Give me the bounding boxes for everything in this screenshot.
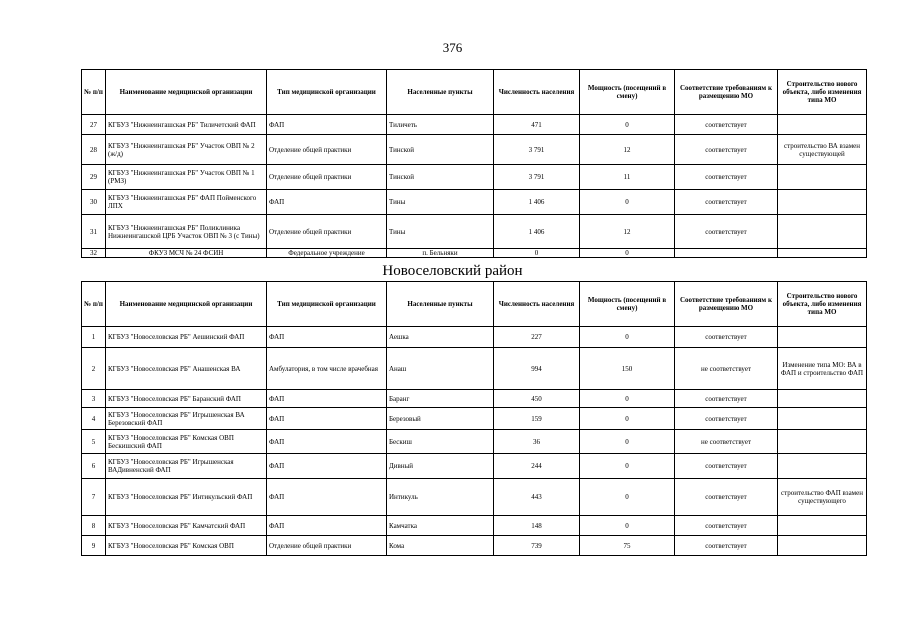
col-header-num: № п/п: [82, 70, 106, 115]
col-header-compliance: Соответствие требованиям к размещению МО: [675, 282, 778, 327]
cell-compliance: соответствует: [675, 536, 778, 556]
cell-compliance: [675, 249, 778, 258]
cell-construction: [778, 165, 867, 190]
cell-construction: [778, 115, 867, 135]
cell-name: КГБУЗ "Новоселовская РБ" Игрышенская ВАДивненский ФАП: [106, 454, 267, 479]
cell-type: ФАП: [267, 516, 387, 536]
cell-construction: [778, 430, 867, 454]
table-row: [82, 348, 867, 390]
cell-settlement: Тинской: [387, 135, 494, 165]
cell-num: 2: [82, 348, 106, 390]
cell-compliance: соответствует: [675, 516, 778, 536]
cell-name: КГБУЗ "Нижнеингашская РБ" ФАП Пойменского ЛПХ: [106, 190, 267, 215]
page-number: 376: [442, 40, 463, 55]
cell-capacity: 12: [580, 215, 675, 249]
table-row: [82, 536, 867, 556]
cell-type: Отделение общей практики: [267, 135, 387, 165]
cell-population: 443: [494, 479, 580, 516]
cell-settlement: Интикуль: [387, 479, 494, 516]
cell-capacity: 150: [580, 348, 675, 390]
cell-capacity: 0: [580, 115, 675, 135]
cell-type: ФАП: [267, 454, 387, 479]
col-header-compliance: Соответствие требованиям к размещению МО: [675, 70, 778, 115]
cell-capacity: 0: [580, 249, 675, 258]
cell-num: 27: [82, 115, 106, 135]
cell-capacity: 0: [580, 454, 675, 479]
cell-population: 244: [494, 454, 580, 479]
cell-settlement: Кома: [387, 536, 494, 556]
cell-compliance: не соответствует: [675, 348, 778, 390]
cell-construction: [778, 190, 867, 215]
col-header-name: Наименование медицинской организации: [106, 70, 267, 115]
cell-compliance: не соответствует: [675, 430, 778, 454]
cell-type: ФАП: [267, 430, 387, 454]
cell-settlement: Анаш: [387, 348, 494, 390]
cell-compliance: соответствует: [675, 454, 778, 479]
cell-population: 227: [494, 327, 580, 348]
cell-name: КГБУЗ "Новоселовская РБ" Интикульский ФАП: [106, 479, 267, 516]
cell-type: ФАП: [267, 115, 387, 135]
cell-capacity: 0: [580, 327, 675, 348]
cell-type: ФАП: [267, 408, 387, 430]
cell-num: 7: [82, 479, 106, 516]
cell-construction: [778, 408, 867, 430]
cell-settlement: Тины: [387, 190, 494, 215]
cell-population: 994: [494, 348, 580, 390]
cell-construction: строительство ВА взамен существующей: [778, 135, 867, 165]
cell-name: КГБУЗ "Нижнеингашская РБ" Участок ОВП № 1 (РМЗ): [106, 165, 267, 190]
cell-construction: [778, 390, 867, 408]
col-header-name: Наименование медицинской организации: [106, 282, 267, 327]
col-header-type: Тип медицинской организации: [267, 282, 387, 327]
cell-construction: [778, 249, 867, 258]
cell-type: ФАП: [267, 327, 387, 348]
col-header-settlements: Населенные пункты: [387, 70, 494, 115]
cell-num: 6: [82, 454, 106, 479]
cell-settlement: Березовый: [387, 408, 494, 430]
cell-settlement: Дивный: [387, 454, 494, 479]
cell-compliance: соответствует: [675, 327, 778, 348]
cell-compliance: соответствует: [675, 479, 778, 516]
cell-num: 9: [82, 536, 106, 556]
cell-type: Амбулатория, в том числе врачебная: [267, 348, 387, 390]
table-row: [82, 430, 867, 454]
col-header-construction: Строительство нового объекта, либо изменения типа МО: [778, 282, 867, 327]
cell-type: Отделение общей практики: [267, 165, 387, 190]
table-row: [82, 516, 867, 536]
table-row: [82, 190, 867, 215]
cell-name: КГБУЗ "Новоселовская РБ" Аешинский ФАП: [106, 327, 267, 348]
table-novoselovsky: [81, 281, 867, 556]
table-row: [82, 408, 867, 430]
cell-name: КГБУЗ "Новоселовская РБ" Игрышенская ВА Березовский ФАП: [106, 408, 267, 430]
cell-capacity: 75: [580, 536, 675, 556]
cell-population: 148: [494, 516, 580, 536]
table-row: [82, 479, 867, 516]
cell-settlement: Бескиш: [387, 430, 494, 454]
cell-settlement: Тины: [387, 215, 494, 249]
cell-capacity: 11: [580, 165, 675, 190]
cell-type: Федеральное учреждение: [267, 249, 387, 258]
cell-name: КГБУЗ "Новоселовская РБ" Комская ОВП Бескишский ФАП: [106, 430, 267, 454]
table-row: [82, 327, 867, 348]
cell-num: 29: [82, 165, 106, 190]
cell-capacity: 12: [580, 135, 675, 165]
table-row: [82, 249, 867, 258]
cell-type: ФАП: [267, 190, 387, 215]
col-header-construction: Строительство нового объекта, либо изменения типа МО: [778, 70, 867, 115]
cell-construction: Изменение типа МО: ВА в ФАП и строительство ФАП: [778, 348, 867, 390]
cell-compliance: соответствует: [675, 135, 778, 165]
cell-population: 3 791: [494, 135, 580, 165]
cell-num: 30: [82, 190, 106, 215]
table-nizhneingashsky: [81, 69, 867, 258]
cell-type: ФАП: [267, 390, 387, 408]
cell-population: 1 406: [494, 190, 580, 215]
cell-construction: [778, 536, 867, 556]
cell-population: 159: [494, 408, 580, 430]
cell-construction: [778, 215, 867, 249]
cell-construction: [778, 516, 867, 536]
table-row: [82, 454, 867, 479]
cell-name: КГБУЗ "Нижнеингашская РБ" Участок ОВП № 2 (ж/д): [106, 135, 267, 165]
cell-compliance: соответствует: [675, 115, 778, 135]
cell-construction: строительство ФАП взамен существующего: [778, 479, 867, 516]
cell-construction: [778, 454, 867, 479]
cell-capacity: 0: [580, 479, 675, 516]
cell-num: 28: [82, 135, 106, 165]
cell-capacity: 0: [580, 390, 675, 408]
cell-settlement: Тиличеть: [387, 115, 494, 135]
table-row: [82, 215, 867, 249]
table-header-row: [82, 70, 867, 115]
cell-population: 450: [494, 390, 580, 408]
col-header-population: Численность населения: [494, 282, 580, 327]
col-header-population: Численность населения: [494, 70, 580, 115]
cell-name: КГБУЗ "Новоселовская РБ" Комская ОВП: [106, 536, 267, 556]
cell-compliance: соответствует: [675, 390, 778, 408]
cell-compliance: соответствует: [675, 215, 778, 249]
cell-population: 739: [494, 536, 580, 556]
cell-compliance: соответствует: [675, 408, 778, 430]
col-header-capacity: Мощность (посещений в смену): [580, 70, 675, 115]
cell-settlement: Тинской: [387, 165, 494, 190]
table-header-row: [82, 282, 867, 327]
cell-settlement: Баранг: [387, 390, 494, 408]
cell-settlement: п. Бельняки: [387, 249, 494, 258]
cell-population: 3 791: [494, 165, 580, 190]
table-row: [82, 135, 867, 165]
cell-num: 5: [82, 430, 106, 454]
cell-construction: [778, 327, 867, 348]
cell-name: ФКУЗ МСЧ № 24 ФСИН: [106, 249, 267, 258]
cell-name: КГБУЗ "Нижнеингашская РБ" Поликлиника Нижнеингашской ЦРБ Участок ОВП № 3 (с Тины): [106, 215, 267, 249]
cell-settlement: Аешка: [387, 327, 494, 348]
col-header-type: Тип медицинской организации: [267, 70, 387, 115]
cell-num: 4: [82, 408, 106, 430]
cell-name: КГБУЗ "Новоселовская РБ" Камчатский ФАП: [106, 516, 267, 536]
cell-num: 3: [82, 390, 106, 408]
cell-num: 1: [82, 327, 106, 348]
cell-num: 32: [82, 249, 106, 258]
cell-name: КГБУЗ "Нижнеингашская РБ" Тиличетский ФАП: [106, 115, 267, 135]
section-title: Новоселовский район: [382, 263, 523, 279]
cell-capacity: 0: [580, 430, 675, 454]
cell-population: 36: [494, 430, 580, 454]
cell-type: Отделение общей практики: [267, 215, 387, 249]
cell-num: 31: [82, 215, 106, 249]
cell-capacity: 0: [580, 516, 675, 536]
cell-compliance: соответствует: [675, 190, 778, 215]
table-row: [82, 115, 867, 135]
cell-settlement: Камчатка: [387, 516, 494, 536]
cell-num: 8: [82, 516, 106, 536]
col-header-num: № п/п: [82, 282, 106, 327]
cell-capacity: 0: [580, 408, 675, 430]
cell-compliance: соответствует: [675, 165, 778, 190]
cell-capacity: 0: [580, 190, 675, 215]
cell-name: КГБУЗ "Новоселовская РБ" Баранский ФАП: [106, 390, 267, 408]
cell-name: КГБУЗ "Новоселовская РБ" Анашенская ВА: [106, 348, 267, 390]
col-header-capacity: Мощность (посещений в смену): [580, 282, 675, 327]
col-header-settlements: Населенные пункты: [387, 282, 494, 327]
cell-type: ФАП: [267, 479, 387, 516]
cell-population: 471: [494, 115, 580, 135]
cell-type: Отделение общей практики: [267, 536, 387, 556]
table-row: [82, 390, 867, 408]
cell-population: 1 406: [494, 215, 580, 249]
table-row: [82, 165, 867, 190]
cell-population: 0: [494, 249, 580, 258]
